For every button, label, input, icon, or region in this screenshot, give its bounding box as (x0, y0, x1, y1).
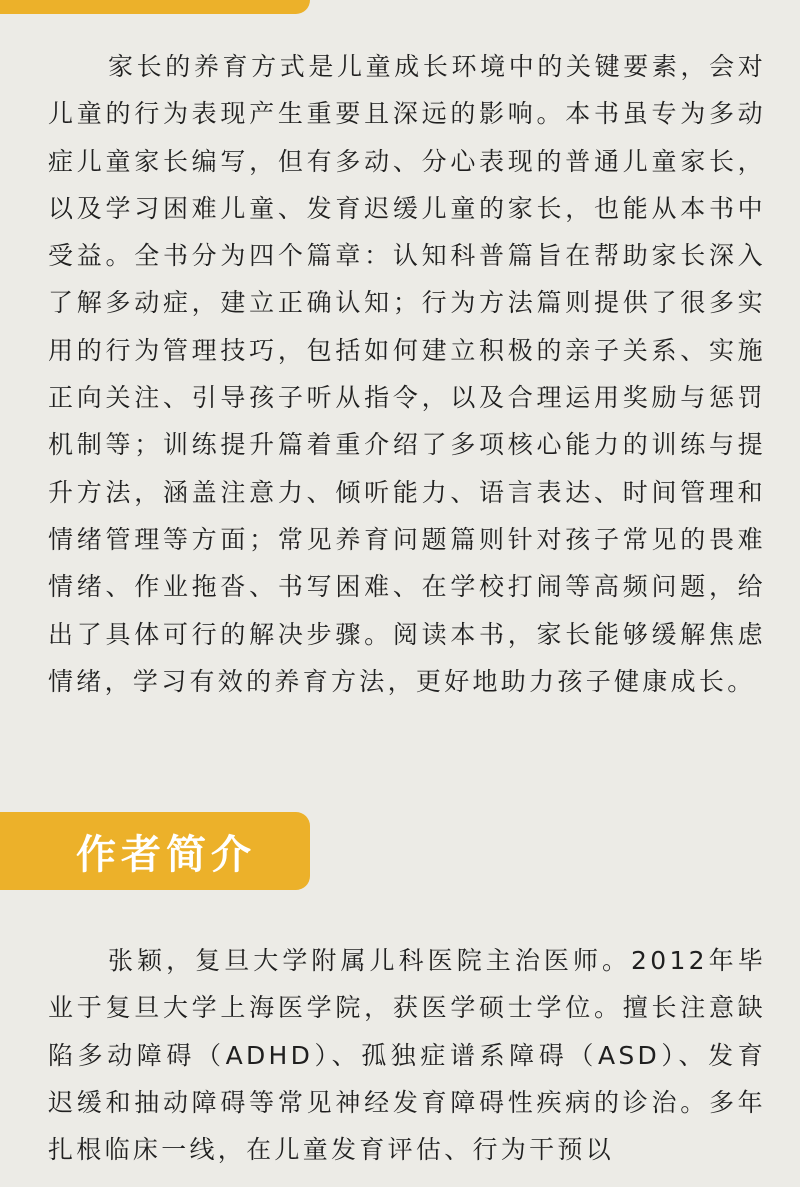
top-section-tab (0, 0, 310, 14)
author-section-header (0, 812, 310, 890)
author-bio-paragraph: 张颖，复旦大学附属儿科医院主治医师。2012年毕业于复旦大学上海医学院，获医学硕士学位。擅长注意缺陷多动障碍（ADHD）、孤独症谱系障碍（ASD）、发育迟缓和抽动障碍等常见神经发育障碍性疾病的诊治。多年扎根临床一线，在儿童发育评估、行为干预以 (48, 946, 766, 1165)
book-intro-paragraph: 家长的养育方式是儿童成长环境中的关键要素，会对儿童的行为表现产生重要且深远的影响。本书虽专为多动症儿童家长编写，但有多动、分心表现的普通儿童家长，以及学习困难儿童、发育迟缓儿童的家长，也能从本书中受益。全书分为四个篇章：认知科普篇旨在帮助家长深入了解多动症，建立正确认知；行为方法篇则提供了很多实用的行为管理技巧，包括如何建立积极的亲子关系、实施正向关注、引导孩子听从指令，以及合理运用奖励与惩罚机制等；训练提升篇着重介绍了多项核心能力的训练与提升方法，涵盖注意力、倾听能力、语言表达、时间管理和情绪管理等方面；常见养育问题篇则针对孩子常见的畏难情绪、作业拖沓、书写困难、在学校打闹等高频问题，给出了具体可行的解决步骤。阅读本书，家长能够缓解焦虑情绪，学习有效的养育方法，更好地助力孩子健康成长。 (48, 52, 766, 696)
author-section-title: 作者简介 (76, 831, 256, 878)
